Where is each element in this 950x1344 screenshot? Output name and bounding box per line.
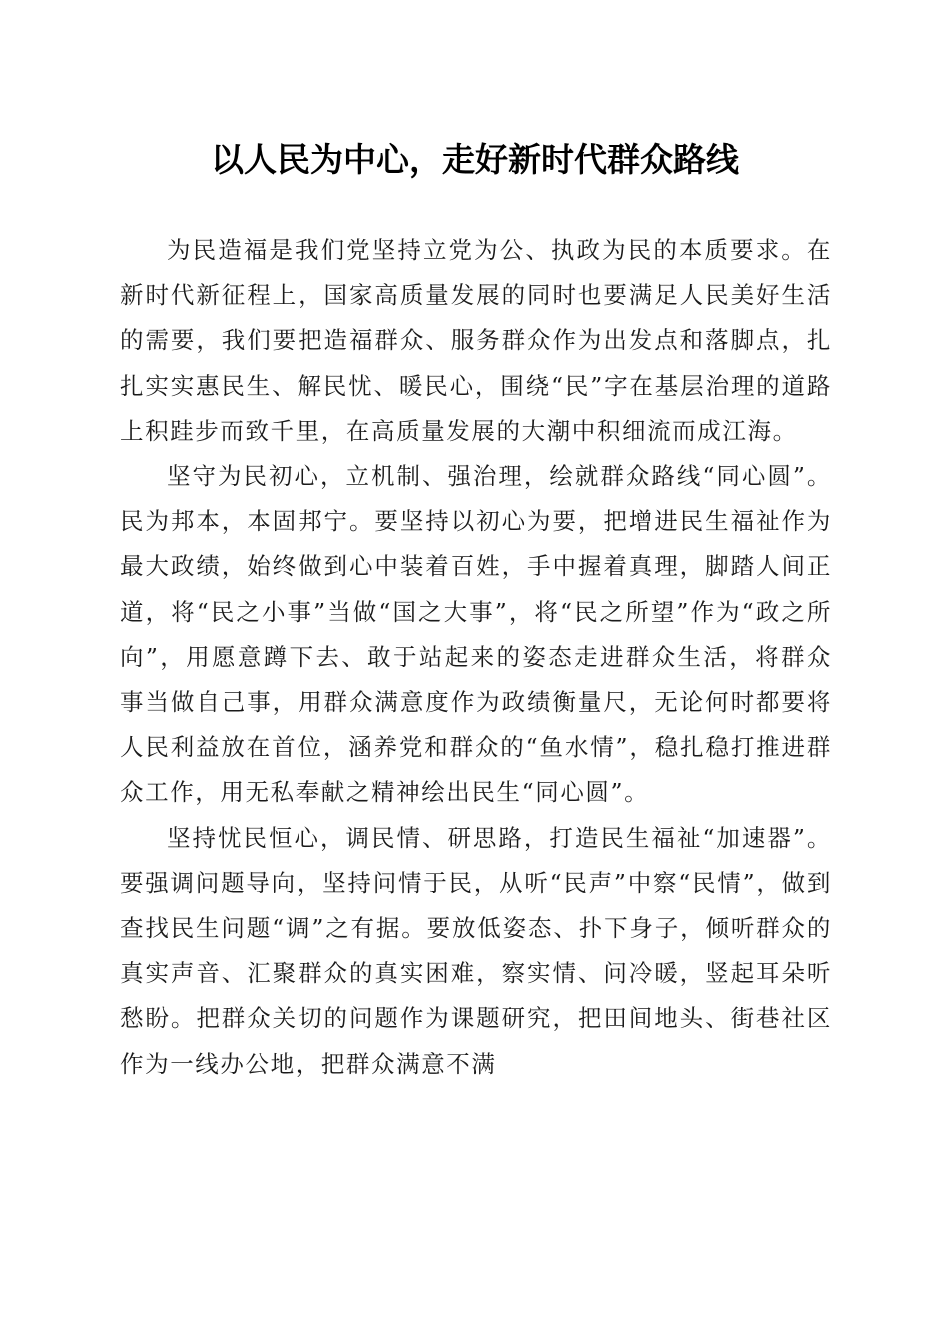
paragraph-1: 为民造福是我们党坚持立党为公、执政为民的本质要求。在新时代新征程上，国家高质量发展的同时也要满足人民美好生活的需要，我们要把造福群众、服务群众作为出发点和落脚点，扎扎实实惠民生、解民忧、暖民心，围绕“民”字在基层治理的道路上积跬步而致千里，在高质量发展的大潮中积细流而成江海。	[120, 236, 832, 445]
paragraph-2: 坚守为民初心，立机制、强治理，绘就群众路线“同心圆”。民为邦本，本固邦宁。要坚持以初心为要，把增进民生福祉作为最大政绩，始终做到心中装着百姓，手中握着真理，脚踏人间正道，将“民之小事”当做“国之大事”，将“民之所望”作为“政之所向”，用愿意蹲下去、敢于站起来的姿态走进群众生活，将群众事当做自己事，用群众满意度作为政绩衡量尺，无论何时都要将人民利益放在首位，涵养党和群众的“鱼水情”，稳扎稳打推进群众工作，用无私奉献之精神绘出民生“同心圆”。	[120, 462, 832, 807]
paragraph-3: 坚持忧民恒心，调民情、研思路，打造民生福祉“加速器”。要强调问题导向，坚持问情于民，从听“民声”中察“民情”，做到查找民生问题“调”之有据。要放低姿态、扑下身子，倾听群众的真实声音、汇聚群众的真实困难，察实情、问冷暖，竖起耳朵听愁盼。把群众关切的问题作为课题研究，把田间地头、街巷社区作为一线办公地，把群众满意不满	[120, 823, 832, 1078]
document-title: 以人民为中心，走好新时代群众路线	[211, 140, 739, 179]
document-body	[120, 228, 832, 1087]
